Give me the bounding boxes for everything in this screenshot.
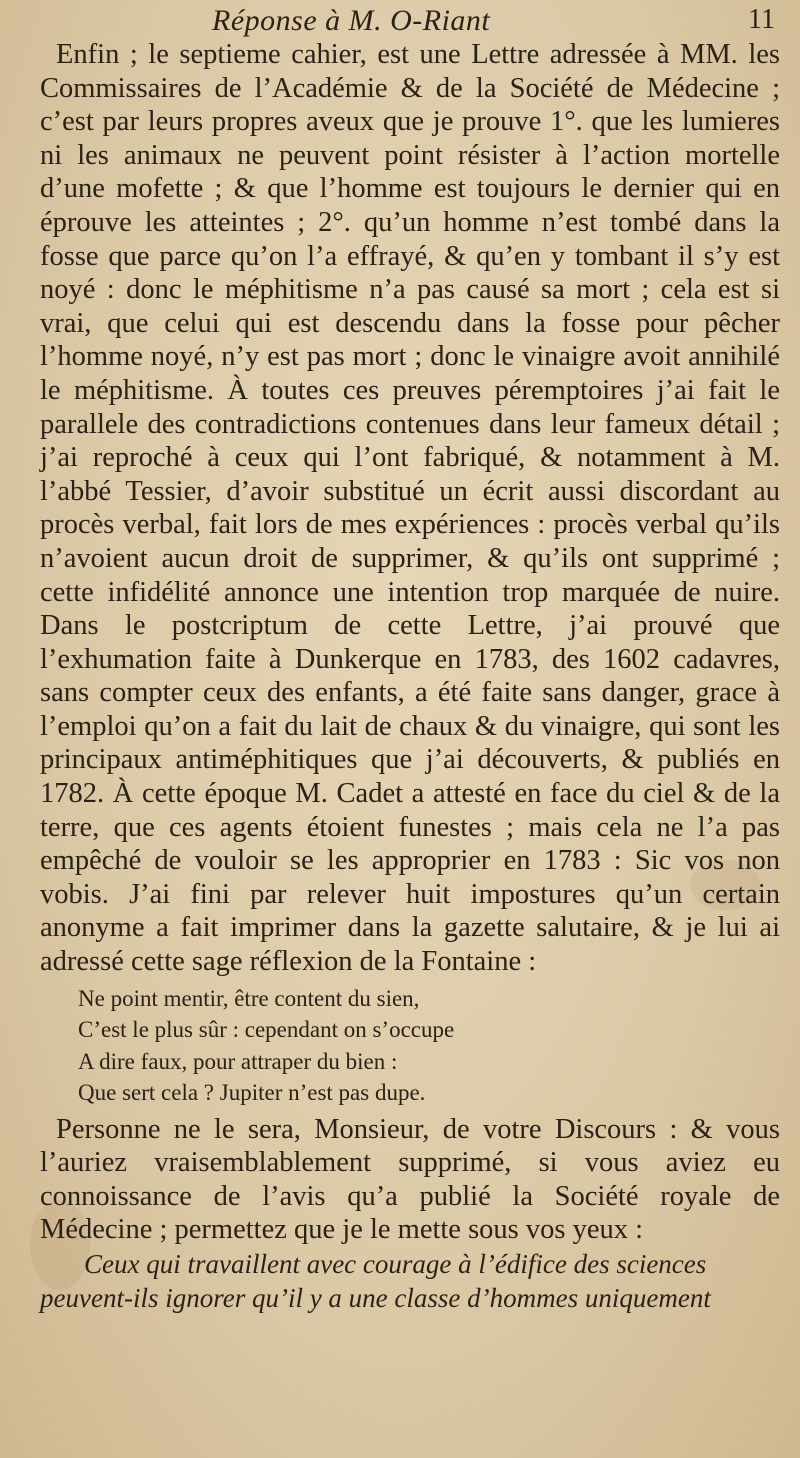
- verse-line: A dire faux, pour attraper du bien :: [78, 1048, 398, 1074]
- running-head: Réponse à M. O-Riant: [212, 4, 491, 37]
- page-number: 11: [748, 4, 775, 35]
- verse-line: C’est le plus sûr : cependant on s’occupe: [78, 1017, 455, 1043]
- closing-quote-line-2: peuvent-ils ignorer qu’il y a une classe d’hommes uniquement: [40, 1283, 711, 1313]
- paragraph-2: Personne ne le sera, Monsieur, de votre Discours : & vous l’auriez vraisemblablement supprimé, si vous aviez eu connoissance de l’avis qu’a publié la Société royale de Médecine ; permettez que je le mette sous vos yeux :: [40, 1113, 780, 1246]
- verse-line: Que sert cela ? Jupiter n’est pas dupe.: [78, 1080, 426, 1106]
- paragraph-1: Enfin ; le septieme cahier, est une Lettre adressée à MM. les Commissaires de l’Académie & de la Société de Médecine ; c’est par leurs propres aveux que je prouve 1°. que les lumieres ni les animaux ne peuvent point résister à l’action mortelle d’une mofette ; & que l’homme est toujours le dernier qui en éprouve les atteintes ; 2°. qu’un homme n’est tombé dans la fosse que parce qu’on l’a effrayé, & qu’en y tombant il s’y est noyé : donc le méphitisme n’a pas causé sa mort ; cela est si vrai, que celui qui est descendu dans la fosse pour pêcher l’homme noyé, n’y est pas mort ; donc le vinaigre avoit annihilé le méphitisme. À toutes ces preuves péremptoires j’ai fait le parallele des contradictions contenues dans leur fameux détail ; j’ai reproché à ceux qui l’ont fabriqué, & notamment à M. l’abbé Tessier, d’avoir substitué un écrit aussi discordant au procès verbal, fait lors de mes expériences : procès verbal qu’ils n’avoient aucun droit de supprimer, & qu’ils ont supprimé ; cette infidélité annonce une intention trop marquée de nuire. Dans le postcriptum de cette Lettre, j’ai prouvé que l’exhumation faite à Dunkerque en 1783, des 1602 cadavres, sans compter ceux des enfants, a été faite sans danger, grace à l’emploi qu’on a fait du lait de chaux & du vinaigre, qui sont les principaux antiméphitiques que j’ai découverts, & publiés en 1782. À cette époque M. Cadet a attesté en face du ciel & de la terre, que ces agents étoient funestes ; mais cela ne l’a pas empêché de vouloir se les approprier en 1783 : Sic vos non vobis. J’ai fini par relever huit impostures qu’un certain anonyme a fait imprimer dans la gazette salutaire, & je lui ai adressé cette sage réflexion de la Fontaine :: [40, 39, 780, 978]
- verse-quotation: [40, 983, 780, 1109]
- closing-quote-line-1: Ceux qui travaillent avec courage à l’édifice des sciences: [84, 1249, 707, 1279]
- verse-line: Ne point mentir, être content du sien,: [78, 985, 420, 1011]
- page-body: [40, 38, 780, 1315]
- page-header: [0, 4, 800, 40]
